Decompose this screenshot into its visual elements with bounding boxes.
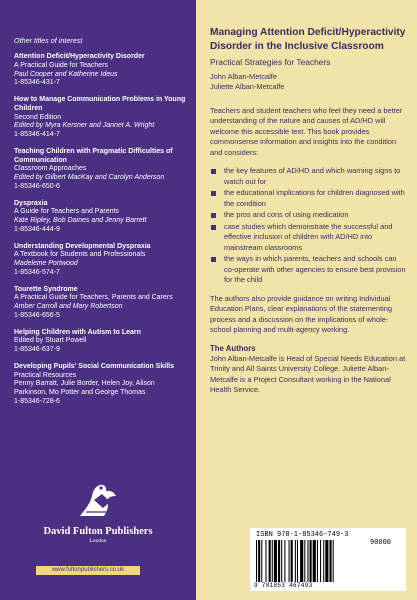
feature-item — [210, 222, 407, 254]
feature-item — [210, 210, 407, 221]
entry-isbn: 1-85346-728-6 — [14, 397, 60, 405]
feature-text: case studies which demonstrate the successful and effective inclusion of children with AD/HD into mainstream classrooms — [224, 221, 393, 252]
entry-title: Understanding Developmental Dyspraxia — [14, 242, 151, 250]
feature-text: the key features of AD/HD and which warning signs to watch out for — [224, 166, 401, 186]
entry-authors: Paul Cooper and Katherine Ideus — [14, 70, 118, 78]
publisher-city: London — [89, 538, 107, 544]
entry-isbn: 1-85346-574-7 — [14, 268, 60, 276]
publisher-logo-icon — [76, 478, 120, 518]
square-bullet-icon — [211, 213, 216, 218]
entry-subtitle: A Practical Guide for Teachers, Parents and Carers — [14, 294, 173, 302]
barcode-price-code: 90000 — [370, 539, 392, 547]
features-list — [210, 166, 407, 286]
publisher-name: David Fulton Publishers — [43, 526, 153, 537]
book-description-panel — [196, 0, 417, 600]
feature-text: the educational implications for children diagnosed with the condition — [224, 188, 405, 208]
other-titles-list — [14, 53, 188, 407]
entry-title: Tourette Syndrome — [14, 285, 78, 293]
feature-text: the ways in which parents, teachers and schools can co-operate with other agencies to ensure best provision for the child — [224, 254, 406, 285]
entry-isbn: 1-85346-650-6 — [14, 182, 60, 190]
other-titles-heading: Other titles of interest — [14, 36, 83, 45]
title-entry — [14, 96, 188, 140]
entry-title: Dyspraxia — [14, 199, 48, 207]
book-authors — [210, 72, 407, 92]
title-entry — [14, 286, 188, 321]
entry-subtitle: Practical Resources — [14, 371, 77, 379]
entry-subtitle: Second Edition — [14, 113, 62, 121]
authors-heading: The Authors — [210, 343, 256, 353]
entry-authors: Edited by Myra Kersner and Jannet A. Wright — [14, 122, 155, 130]
feature-item — [210, 166, 407, 187]
barcode — [250, 528, 406, 591]
book-subtitle: Practical Strategies for Teachers — [210, 56, 331, 67]
publisher-block — [0, 478, 196, 544]
barcode-bars — [256, 540, 366, 582]
entry-title: Developing Pupils' Social Communication Skills — [14, 362, 174, 370]
title-entry — [14, 329, 188, 355]
title-entry — [14, 243, 188, 278]
entry-subtitle: Classroom Approaches — [14, 165, 87, 173]
entry-isbn: 1-85346-431-7 — [14, 79, 60, 87]
feature-text: the pros and cons of using medication — [224, 210, 349, 220]
square-bullet-icon — [211, 257, 216, 262]
entry-title: Attention Deficit/Hyperactivity Disorder — [14, 53, 145, 60]
authors-bio: John Alban-Metcalfe is Head of Special Needs Education at Trinity and All Saints University College. Juliette Alban-Metcalfe is a Project Consultant working in the National Health Service. — [210, 353, 406, 395]
entry-subtitle: A Practical Guide for Teachers — [14, 61, 109, 69]
entry-authors: Edited by Gilbert MacKay and Carolyn Anderson — [14, 174, 165, 181]
entry-authors: Amber Carroll and Mary Robertson — [14, 303, 123, 310]
title-entry — [14, 148, 188, 192]
entry-title: How to Manage Communication Problems in Young Children — [14, 96, 186, 112]
other-titles-panel — [0, 0, 196, 600]
entry-contributors: Penny Barratt, Julie Border, Helen Joy, Alison Parkinson, Mo Potter and George Thomas — [14, 380, 155, 396]
entry-subtitle: Edited by Stuart Powell — [14, 337, 87, 345]
feature-item — [210, 254, 407, 286]
entry-authors: Kate Ripley, Bob Daines and Jenny Barrett — [14, 217, 147, 224]
entry-subtitle: A Guide for Teachers and Parents — [14, 208, 119, 216]
entry-isbn: 1-85346-444-9 — [14, 225, 60, 233]
title-entry — [14, 363, 188, 407]
entry-title: Helping Children with Autism to Learn — [14, 328, 141, 336]
barcode-isbn: ISBN 978-1-85346-749-3 — [256, 531, 349, 539]
square-bullet-icon — [211, 225, 216, 230]
author-name: John Alban-Metcalfe — [210, 71, 277, 81]
description-intro: Teachers and student teachers who feel they need a better understanding of the nature and causes of AD/HD will welcome this accessible text. This book provides commonsense information and insights into the condition and considers: — [210, 105, 403, 157]
barcode-digits: 9 781853 467493 — [254, 582, 313, 589]
entry-title: Teaching Children with Pragmatic Difficulties of Communication — [14, 147, 173, 164]
title-entry — [14, 200, 188, 235]
entry-isbn: 1-85346-637-9 — [14, 346, 60, 353]
book-title: Managing Attention Deficit/Hyperactivity Disorder in the Inclusive Classroom — [210, 27, 406, 52]
entry-authors: Madeleine Portwood — [14, 260, 78, 267]
square-bullet-icon — [211, 169, 216, 174]
feature-item — [210, 188, 407, 209]
entry-subtitle: A Textbook for Students and Professionals — [14, 251, 146, 259]
publisher-website[interactable]: www.fultonpublishers.co.uk — [36, 566, 140, 575]
square-bullet-icon — [211, 191, 216, 196]
entry-isbn: 1-85346-414-7 — [14, 131, 60, 138]
author-name: Juliette Alban-Metcalfe — [210, 81, 285, 91]
entry-isbn: 1-85346-656-5 — [14, 311, 60, 319]
guidance-paragraph: The authors also provide guidance on writing Individual Education Plans, clear explanations of the statementing process and a discussion on the implications of whole-school planning and multi-agency working. — [210, 293, 393, 335]
title-entry — [14, 53, 188, 88]
